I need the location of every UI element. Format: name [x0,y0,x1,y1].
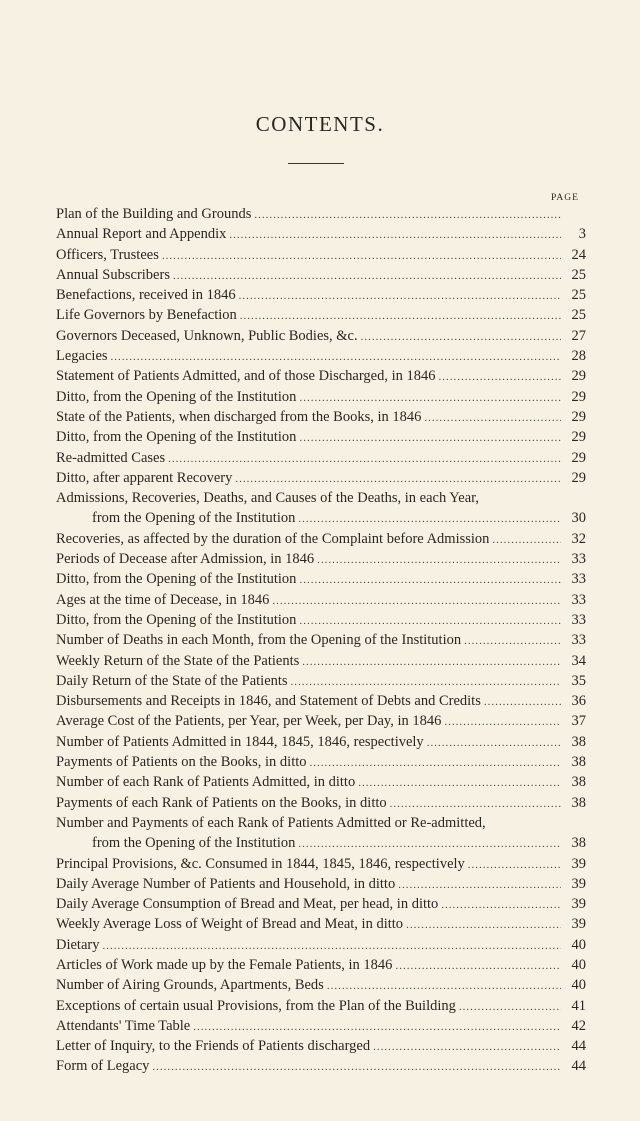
toc-entry-title: Number of each Rank of Patients Admitted, in ditto [56,774,356,791]
table-of-contents [56,204,586,1077]
toc-entry-title: Re-admitted Cases [56,449,166,466]
toc-entry-title: Officers, Trustees [56,246,159,263]
toc-entry-title: Number and Payments of each Rank of Patients Admitted or Re-admitted, [56,814,486,831]
toc-entry [56,224,586,244]
toc-entry-title: Principal Provisions, &c. Consumed in 1844, 1845, 1846, respectively [56,855,465,872]
toc-entry-page: 34 [571,652,586,669]
toc-entry [56,813,586,833]
toc-entry-page: 40 [571,936,586,953]
toc-entry-page: 39 [571,896,586,913]
toc-entry-page: 33 [571,571,586,588]
dot-leader [299,387,561,408]
toc-entry-title: Letter of Inquiry, to the Friends of Patients discharged [56,1038,371,1055]
toc-entry [56,407,586,427]
dot-leader [398,874,561,895]
toc-entry [56,691,586,711]
toc-entry-title: Exceptions of certain usual Provisions, from the Plan of the Building [56,997,456,1014]
toc-entry-page: 28 [571,348,586,365]
toc-entry [56,671,586,691]
dot-leader [302,651,561,672]
toc-entry [56,1036,586,1056]
toc-entry-page: 29 [571,388,586,405]
toc-entry [56,975,586,995]
toc-entry-page: 35 [571,672,586,689]
toc-entry-page: 29 [571,408,586,425]
dot-leader [424,407,561,428]
toc-entry-title: Payments of each Rank of Patients on the Books, in ditto [56,794,387,811]
toc-entry-title: Ditto, from the Opening of the Institution [56,429,297,446]
toc-entry-page: 38 [571,835,586,852]
toc-entry [56,1056,586,1076]
dot-leader [291,671,561,692]
dot-leader [152,1056,561,1077]
title-divider [288,163,344,164]
dot-leader [299,610,561,631]
dot-leader [298,508,561,529]
toc-entry-page: 30 [571,510,586,527]
toc-entry [56,996,586,1016]
toc-entry-page: 38 [571,774,586,791]
dot-leader [310,752,561,773]
toc-entry-page: 29 [571,429,586,446]
toc-entry [56,894,586,914]
toc-entry-page: 33 [571,611,586,628]
toc-entry [56,285,586,305]
toc-entry-page: 27 [571,327,586,344]
toc-entry-page: 33 [571,551,586,568]
dot-leader [229,224,561,245]
dot-leader [254,204,561,225]
dot-leader [240,305,561,326]
toc-entry-title: from the Opening of the Institution [92,510,296,527]
toc-entry [56,387,586,407]
toc-entry-page: 39 [571,875,586,892]
dot-leader [459,996,561,1017]
dot-leader [299,427,561,448]
toc-entry [56,590,586,610]
toc-entry [56,752,586,772]
toc-entry-page: 37 [571,713,586,730]
toc-entry-title: Form of Legacy [56,1058,150,1075]
toc-entry-page: 39 [571,916,586,933]
toc-entry-title: Articles of Work made up by the Female Patients, in 1846 [56,956,393,973]
toc-entry [56,529,586,549]
dot-leader [390,793,561,814]
toc-entry-title: Ditto, from the Opening of the Institution [56,388,297,405]
toc-entry-page: 25 [571,266,586,283]
toc-entry-page: 41 [571,997,586,1014]
toc-entry [56,204,586,224]
toc-entry [56,711,586,731]
toc-entry-page: 38 [571,754,586,771]
dot-leader [406,914,561,935]
dot-leader [162,245,561,266]
toc-entry-page: 44 [571,1038,586,1055]
dot-leader [299,569,561,590]
dot-leader [395,955,561,976]
dot-leader [464,630,561,651]
toc-entry [56,305,586,325]
toc-entry-page: 24 [571,246,586,263]
dot-leader [427,732,561,753]
toc-entry [56,468,586,488]
dot-leader [173,265,561,286]
toc-entry [56,265,586,285]
dot-leader [358,772,561,793]
toc-entry-title: Weekly Return of the State of the Patients [56,652,300,669]
toc-entry-page: 38 [571,794,586,811]
toc-entry [56,549,586,569]
dot-leader [193,1016,561,1037]
toc-entry-title: Payments of Patients on the Books, in ditto [56,754,307,771]
toc-entry [56,1016,586,1036]
toc-entry-title: Life Governors by Benefaction [56,307,237,324]
toc-entry-title: Legacies [56,348,108,365]
toc-entry [56,245,586,265]
toc-entry-title: Number of Patients Admitted in 1844, 1845, 1846, respectively [56,733,424,750]
dot-leader [441,894,561,915]
dot-leader [439,366,562,387]
dot-leader [492,529,561,550]
toc-entry-page: 44 [571,1058,586,1075]
toc-entry [56,610,586,630]
toc-entry-page: 29 [571,469,586,486]
toc-entry [56,914,586,934]
toc-entry-title: Daily Return of the State of the Patients [56,672,288,689]
toc-entry-title: Ditto, from the Opening of the Institution [56,611,297,628]
toc-entry-title: Daily Average Consumption of Bread and Meat, per head, in ditto [56,896,439,913]
toc-entry [56,448,586,468]
dot-leader [317,549,561,570]
toc-entry-title: Ditto, after apparent Recovery [56,469,233,486]
toc-entry [56,854,586,874]
dot-leader [239,285,561,306]
page-title: CONTENTS. [255,112,385,136]
dot-leader [373,1036,561,1057]
toc-entry [56,955,586,975]
toc-entry-title: Attendants' Time Table [56,1017,191,1034]
dot-leader [444,711,561,732]
toc-entry [56,366,586,386]
dot-leader [168,448,561,469]
toc-entry [56,346,586,366]
toc-entry-page: 32 [571,530,586,547]
toc-entry-title: State of the Patients, when discharged from the Books, in 1846 [56,408,422,425]
page-column-header: PAGE [551,193,579,203]
toc-entry [56,569,586,589]
toc-entry-title: Number of Airing Grounds, Apartments, Beds [56,977,324,994]
toc-entry-page: 38 [571,733,586,750]
toc-entry-title: Weekly Average Loss of Weight of Bread and Meat, in ditto [56,916,404,933]
toc-entry [56,935,586,955]
toc-entry-page: 36 [571,693,586,710]
toc-entry [56,874,586,894]
dot-leader [298,833,561,854]
toc-entry [56,326,586,346]
toc-entry-title: Annual Report and Appendix [56,226,227,243]
toc-entry [56,630,586,650]
toc-entry-title: Number of Deaths in each Month, from the Opening of the Institution [56,632,462,649]
toc-entry-page: 3 [578,226,586,243]
toc-entry [56,833,586,853]
dot-leader [484,691,561,712]
toc-entry-title: Dietary [56,936,100,953]
toc-entry-page: 39 [571,855,586,872]
toc-entry-page: 33 [571,632,586,649]
dot-leader [272,590,561,611]
toc-entry-title: Benefactions, received in 1846 [56,287,236,304]
toc-entry-page: 42 [571,1017,586,1034]
toc-entry-title: Disbursements and Receipts in 1846, and Statement of Debts and Credits [56,693,481,710]
toc-entry [56,772,586,792]
toc-entry-page: 40 [571,956,586,973]
toc-entry [56,427,586,447]
toc-entry-title: Daily Average Number of Patients and Household, in ditto [56,875,396,892]
toc-entry [56,508,586,528]
dot-leader [468,854,561,875]
dot-leader [111,346,561,367]
dot-leader [102,935,561,956]
toc-entry-title: Periods of Decease after Admission, in 1846 [56,551,315,568]
toc-entry-page: 40 [571,977,586,994]
dot-leader [235,468,561,489]
toc-entry-title: from the Opening of the Institution [92,835,296,852]
toc-entry-title: Ditto, from the Opening of the Institution [56,571,297,588]
toc-entry-title: Ages at the time of Decease, in 1846 [56,591,270,608]
toc-entry-page: 33 [571,591,586,608]
toc-entry [56,488,586,508]
toc-entry-title: Average Cost of the Patients, per Year, per Week, per Day, in 1846 [56,713,442,730]
toc-entry-page: 25 [571,307,586,324]
dot-leader [327,975,561,996]
toc-entry-page: 25 [571,287,586,304]
toc-entry-title: Admissions, Recoveries, Deaths, and Causes of the Deaths, in each Year, [56,490,480,507]
toc-entry [56,793,586,813]
toc-entry-page: 29 [571,449,586,466]
toc-entry-title: Governors Deceased, Unknown, Public Bodies, &c. [56,327,358,344]
dot-leader [361,326,561,347]
toc-entry-title: Annual Subscribers [56,266,170,283]
toc-entry-title: Plan of the Building and Grounds [56,206,252,222]
toc-entry-title: Statement of Patients Admitted, and of those Discharged, in 1846 [56,368,436,385]
toc-entry [56,651,586,671]
toc-entry-title: Recoveries, as affected by the duration of the Complaint before Admission [56,530,490,547]
toc-entry [56,732,586,752]
toc-entry-page: 29 [571,368,586,385]
